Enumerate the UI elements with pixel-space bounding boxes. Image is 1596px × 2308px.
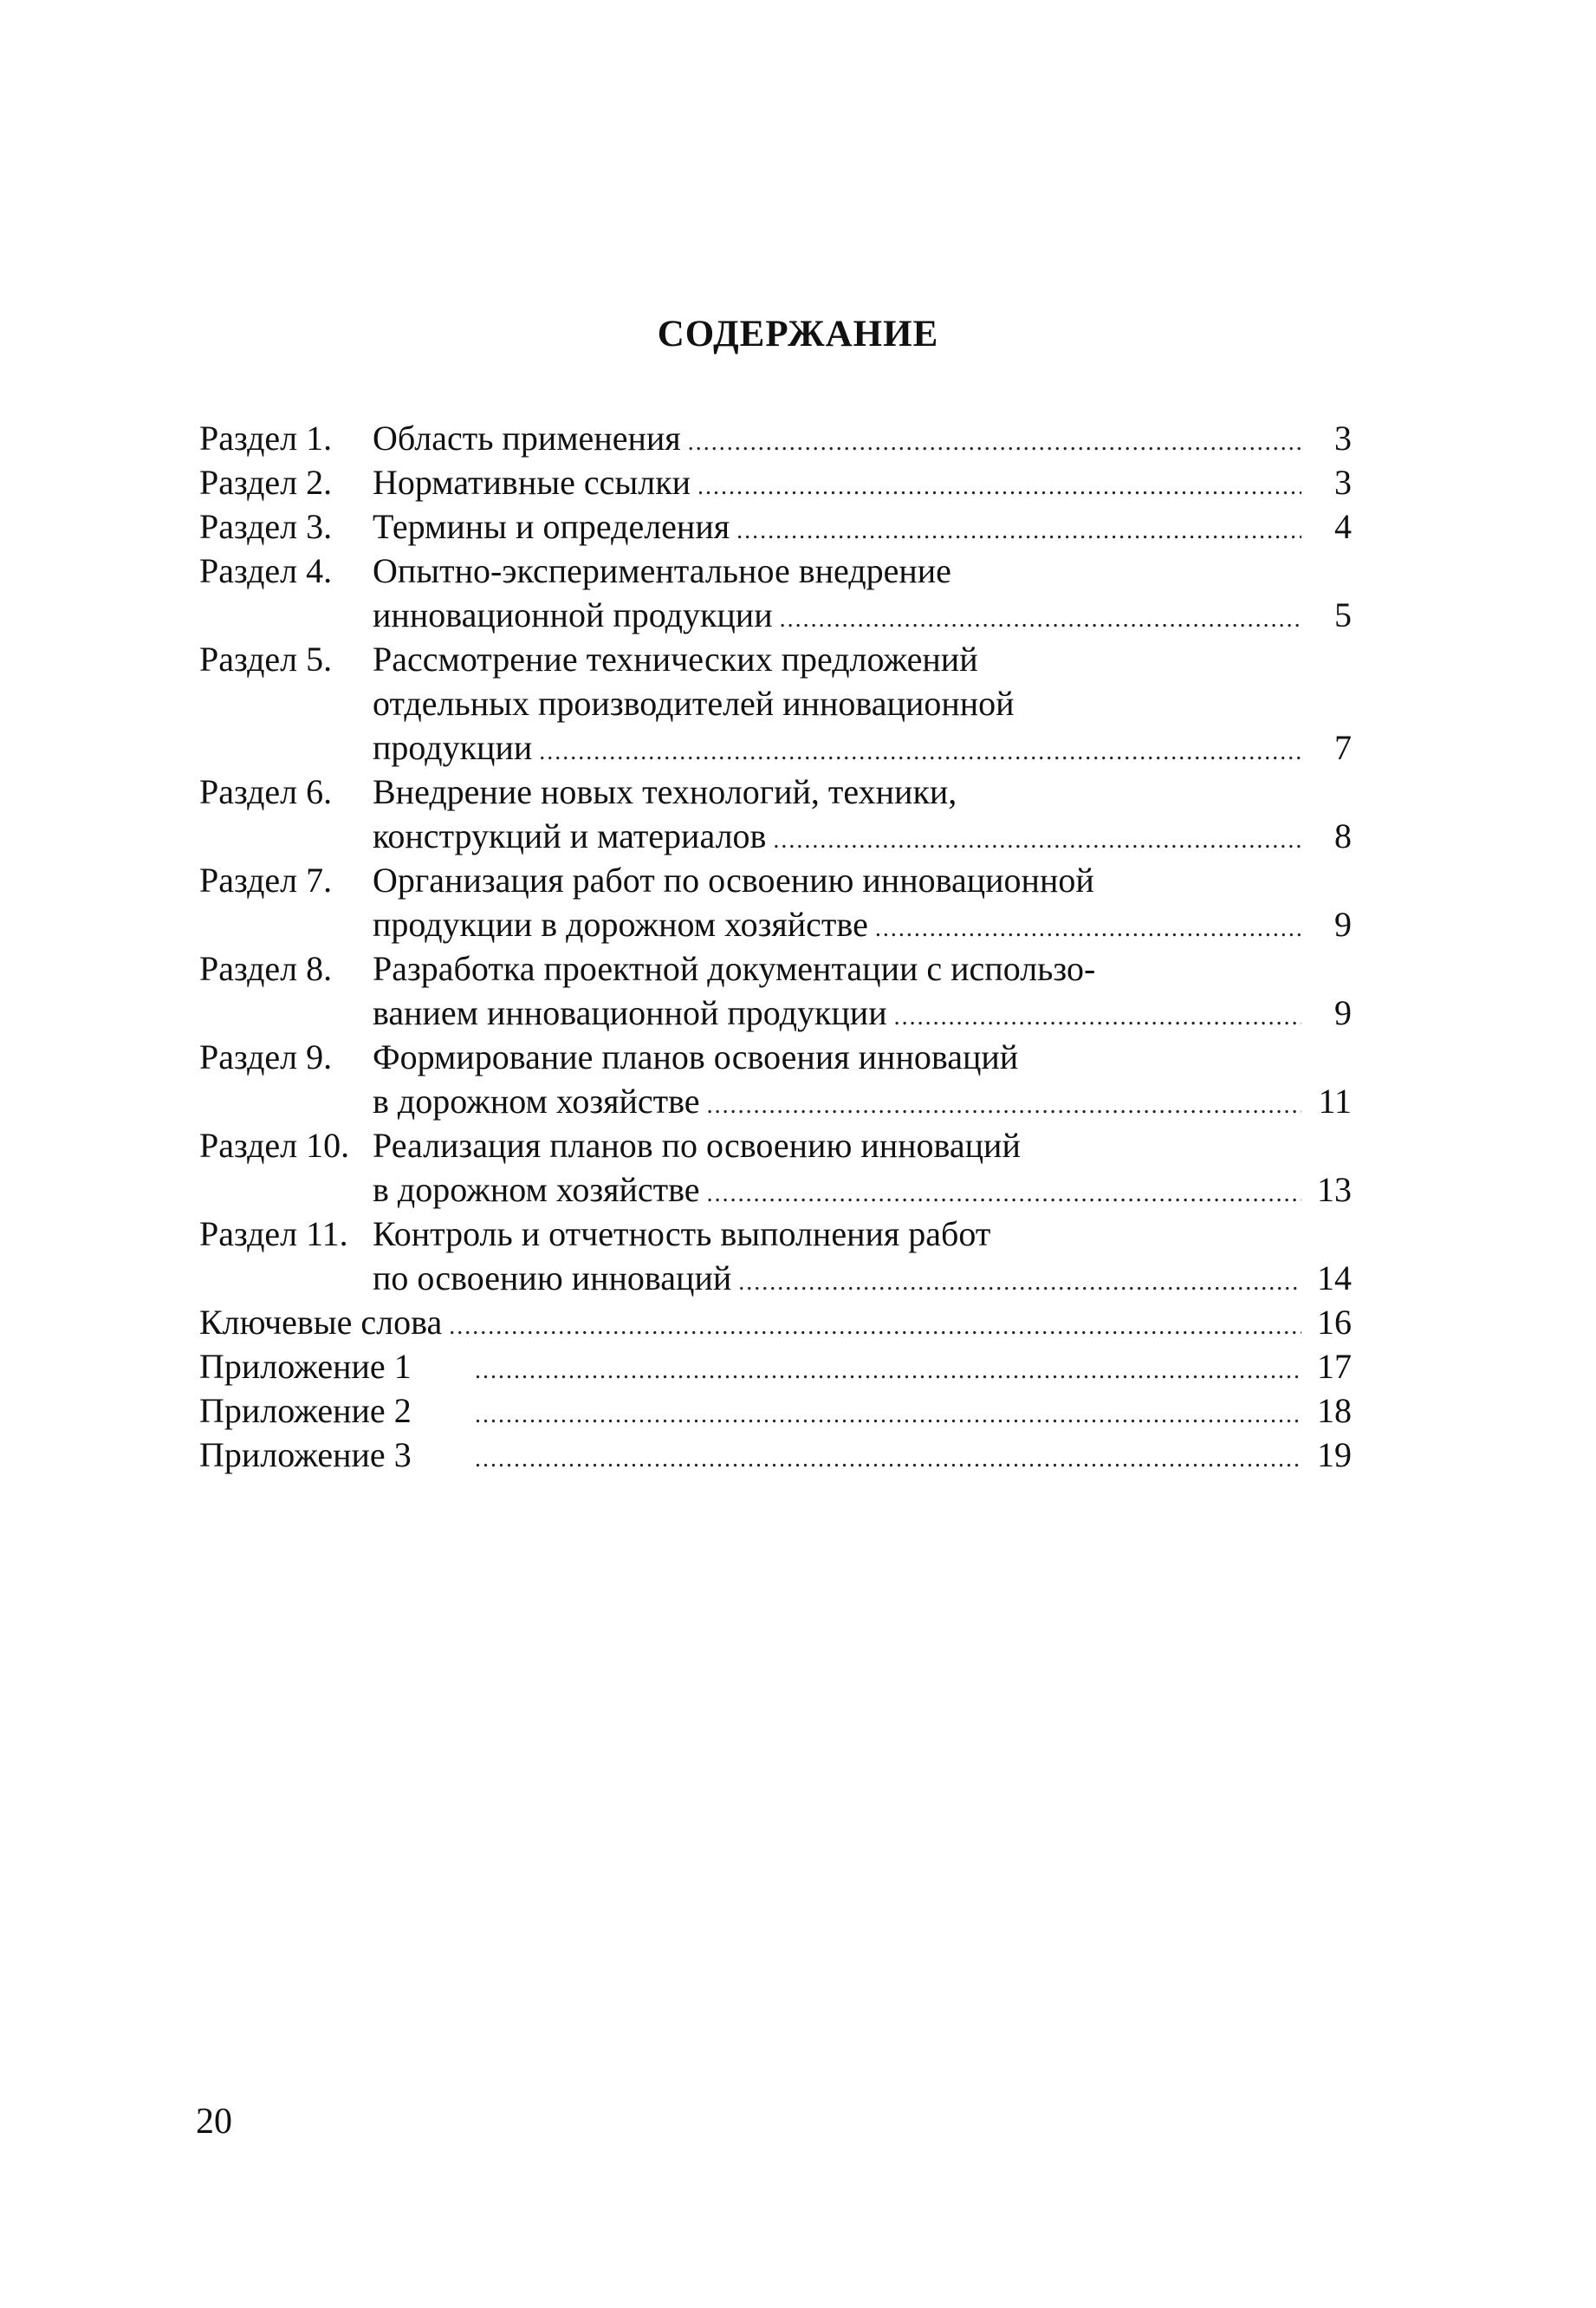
toc-leader-dots xyxy=(738,1260,1301,1304)
toc-entry-section-5[interactable] xyxy=(199,637,1352,770)
toc-page-number: 19 xyxy=(1317,1435,1352,1474)
toc-page-number: 17 xyxy=(1317,1347,1352,1386)
toc-leader-dots xyxy=(780,597,1301,641)
toc-entry-section-6[interactable] xyxy=(199,770,1352,858)
toc-section-title-line: конструкций и материалов xyxy=(373,816,767,855)
toc-section-title-line: инновационной продукции xyxy=(373,595,773,634)
toc-entry-section-10[interactable] xyxy=(199,1123,1352,1212)
toc-section-title: Нормативные ссылки xyxy=(373,463,691,502)
toc-leader-dots xyxy=(736,509,1301,553)
toc-page-number: 7 xyxy=(1334,728,1352,767)
toc-entry-keywords[interactable] xyxy=(199,1300,1352,1344)
toc-section-label: Раздел 6. xyxy=(199,772,333,811)
toc-page-number: 11 xyxy=(1318,1082,1352,1121)
page-number: 20 xyxy=(196,2102,232,2142)
toc-page-number: 4 xyxy=(1334,507,1352,546)
toc-leader-dots xyxy=(475,1349,1301,1393)
toc-entry-section-4[interactable] xyxy=(199,549,1352,637)
toc-section-title-line: в дорожном хозяйстве xyxy=(373,1082,700,1121)
toc-section-label: Раздел 1. xyxy=(199,419,333,458)
toc-page-number: 9 xyxy=(1334,993,1352,1032)
toc-section-label: Раздел 5. xyxy=(199,640,333,679)
toc-section-title: Область применения xyxy=(373,419,681,458)
toc-entry-section-3[interactable] xyxy=(199,504,1352,549)
toc-section-label: Раздел 3. xyxy=(199,507,333,546)
toc-entry-section-8[interactable] xyxy=(199,946,1352,1035)
toc-section-title-line: продукции в дорожном хозяйстве xyxy=(373,905,868,944)
toc-section-title-line: Разработка проектной документации с использо- xyxy=(373,949,1096,988)
toc-leader-dots xyxy=(697,465,1301,509)
toc-page-number: 3 xyxy=(1334,419,1352,458)
toc-title: СОДЕРЖАНИЕ xyxy=(657,314,939,354)
toc-leader-dots xyxy=(475,1393,1301,1437)
toc-section-title-line: Рассмотрение технических предложений xyxy=(373,640,978,679)
toc-section-title-line: Формирование планов освоения инноваций xyxy=(373,1037,1019,1076)
toc-section-title-line: Контроль и отчетность выполнения работ xyxy=(373,1214,991,1253)
toc-section-label: Раздел 7. xyxy=(199,861,333,900)
table-of-contents xyxy=(199,416,1352,1477)
toc-leader-dots xyxy=(875,907,1301,951)
toc-page-number: 8 xyxy=(1334,816,1352,855)
toc-section-label: Раздел 4. xyxy=(199,551,333,590)
toc-section-title-line: Опытно-экспериментальное внедрение xyxy=(373,551,951,590)
toc-leader-dots xyxy=(688,420,1301,465)
toc-page-number: 9 xyxy=(1334,905,1352,944)
toc-section-title: Термины и определения xyxy=(373,507,730,546)
toc-extra-title: Приложение 3 xyxy=(199,1435,412,1474)
toc-section-title-line: отдельных производителей инновационной xyxy=(373,684,1015,723)
toc-leader-dots xyxy=(449,1304,1301,1349)
toc-section-title-line: в дорожном хозяйстве xyxy=(373,1170,700,1209)
toc-entry-appendix-3[interactable] xyxy=(199,1433,1352,1477)
toc-leader-dots xyxy=(475,1437,1301,1481)
toc-section-title-line: ванием инновационной продукции xyxy=(373,993,887,1032)
toc-section-title-line: по освоению инноваций xyxy=(373,1258,732,1297)
toc-entry-section-7[interactable] xyxy=(199,858,1352,946)
toc-entry-section-11[interactable] xyxy=(199,1212,1352,1300)
toc-section-label: Раздел 2. xyxy=(199,463,333,502)
toc-extra-title: Приложение 1 xyxy=(199,1347,412,1386)
toc-entry-appendix-1[interactable] xyxy=(199,1344,1352,1388)
toc-page-number: 16 xyxy=(1317,1303,1352,1342)
toc-page-number: 3 xyxy=(1334,463,1352,502)
toc-leader-dots xyxy=(707,1172,1301,1216)
toc-entry-section-9[interactable] xyxy=(199,1035,1352,1123)
toc-leader-dots xyxy=(773,818,1301,862)
toc-section-title-line: Реализация планов по освоению инноваций xyxy=(373,1126,1021,1165)
toc-section-label: Раздел 9. xyxy=(199,1037,333,1076)
toc-extra-title: Приложение 2 xyxy=(199,1391,412,1430)
toc-leader-dots xyxy=(539,730,1301,774)
toc-entry-section-2[interactable] xyxy=(199,460,1352,504)
toc-section-label: Раздел 10. xyxy=(199,1126,350,1165)
toc-page-number: 5 xyxy=(1334,595,1352,634)
toc-section-title-line: Организация работ по освоению инновационной xyxy=(373,861,1094,900)
toc-section-label: Раздел 8. xyxy=(199,949,333,988)
toc-page-number: 13 xyxy=(1317,1170,1352,1209)
toc-section-label: Раздел 11. xyxy=(199,1214,348,1253)
toc-leader-dots xyxy=(894,995,1301,1039)
toc-extra-title: Ключевые слова xyxy=(199,1303,443,1342)
toc-page-number: 18 xyxy=(1317,1391,1352,1430)
toc-section-title-line: Внедрение новых технологий, техники, xyxy=(373,772,957,811)
toc-page-number: 14 xyxy=(1317,1258,1352,1297)
toc-section-title-line: продукции xyxy=(373,728,533,767)
toc-leader-dots xyxy=(707,1083,1301,1128)
toc-entry-appendix-2[interactable] xyxy=(199,1388,1352,1433)
toc-entry-section-1[interactable] xyxy=(199,416,1352,460)
